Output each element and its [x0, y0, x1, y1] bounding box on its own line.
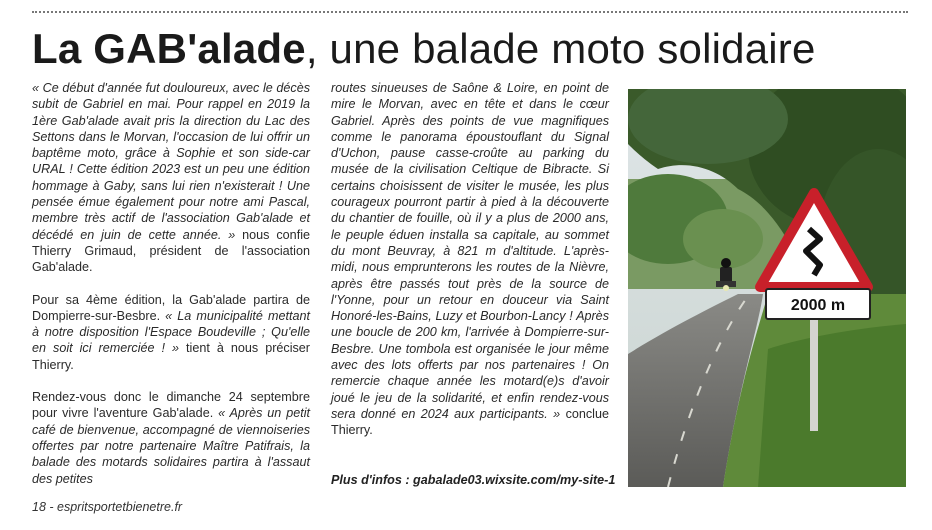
photo-illustration — [628, 89, 906, 487]
body-text: conclue Thierry. — [331, 406, 609, 438]
quote-text: « Après un petit café de bienvenue, accompagné de viennoiseries offertes par notre partenaire Maître Patifrais, la balade des motards solidaires partira à l'assaut des petites — [32, 406, 311, 486]
sign-distance-text: 2000 m — [790, 297, 846, 314]
quote-text: « La municipalité mettant à notre disposition l'Espace Boudeville ; Qu'elle en soit ici remerciée ! » — [32, 308, 310, 356]
page-footer: 18 - espritsportetbienetre.fr — [32, 500, 183, 514]
paragraph-4 — [331, 80, 609, 439]
headline-bold: La GAB'alade — [32, 25, 306, 72]
top-dotted-rule — [32, 11, 908, 13]
paragraph-3 — [32, 389, 310, 487]
paragraph-1 — [32, 80, 310, 276]
headline-rest: , une balade moto solidaire — [305, 25, 816, 72]
body-text: Pour sa 4ème édition, la Gab'alade partira de Dompierre-sur-Besbre. — [32, 292, 310, 323]
body-text: Rendez-vous donc le dimanche 24 septembre pour vivre l'aventure Gab'alade. — [32, 390, 310, 421]
body-text: nous confie Thierry Grimaud, président de l'association Gab'alade. — [32, 227, 310, 275]
paragraph-2 — [32, 292, 310, 373]
column-2 — [331, 80, 609, 439]
more-info-line: Plus d'infos : gabalade03.wixsite.com/my-site-1 — [331, 473, 616, 487]
quote-text: routes sinueuses de Saône & Loire, en point de mire le Morvan, avec en tête et dans le cœur Gabriel. Après des points de vue magnifiques comme le panorama époustouflant du Signal d'Uchon, pause casse-croûte au parking du musée de la civilisation Celtique de Bibracte. Si certains choisissent de visiter le musée, les plus courageux pourront partir à pied à la découverte du chantier de fouille, où il y a plus de 2000 ans, le peuple éduen installa sa capitale, au sommet du mont Beuvray, à 821 m d'altitude. L'après-midi, nous emprunterons les routes de la Nièvre, après être passés tout près de la source de l'Yonne, pour un retour en douceur via Saint Honoré-les-Bains, Luzy et Bourbon-Lancy ! Après une boucle de 200 km, l'arrivée à Dompierre-sur-Besbre. Une tombola est organisée le jour même avec des lots offerts par nos partenaires ! On remercie chaque année les motard(e)s d'avoir joué le jeu de la solidarité, et enfin rendez-vous sera donné en 2024 aux participants. » — [331, 81, 609, 421]
road-sign-photo — [628, 89, 906, 487]
body-text: tient à nous préciser Thierry. — [32, 341, 310, 372]
quote-text: « Ce début d'année fut douloureux, avec le décès subit de Gabriel en mai. Pour rappel en 2019 la 1ère Gab'alade avait pris la direction du Lac des Settons dans le Morvan, l'occasion de lui offrir un baptême moto, grâce à Sophie et son side-car URAL ! Cette édition 2023 est un peu une édition hommage à Gaby, sans lui rien n'existerait ! Une pensée émue également pour notre ami Pascal, membre très actif de l'association Gab'alade et décédé en juin de cette année. » — [32, 81, 310, 242]
column-1 — [32, 80, 310, 487]
article-headline — [32, 20, 912, 78]
